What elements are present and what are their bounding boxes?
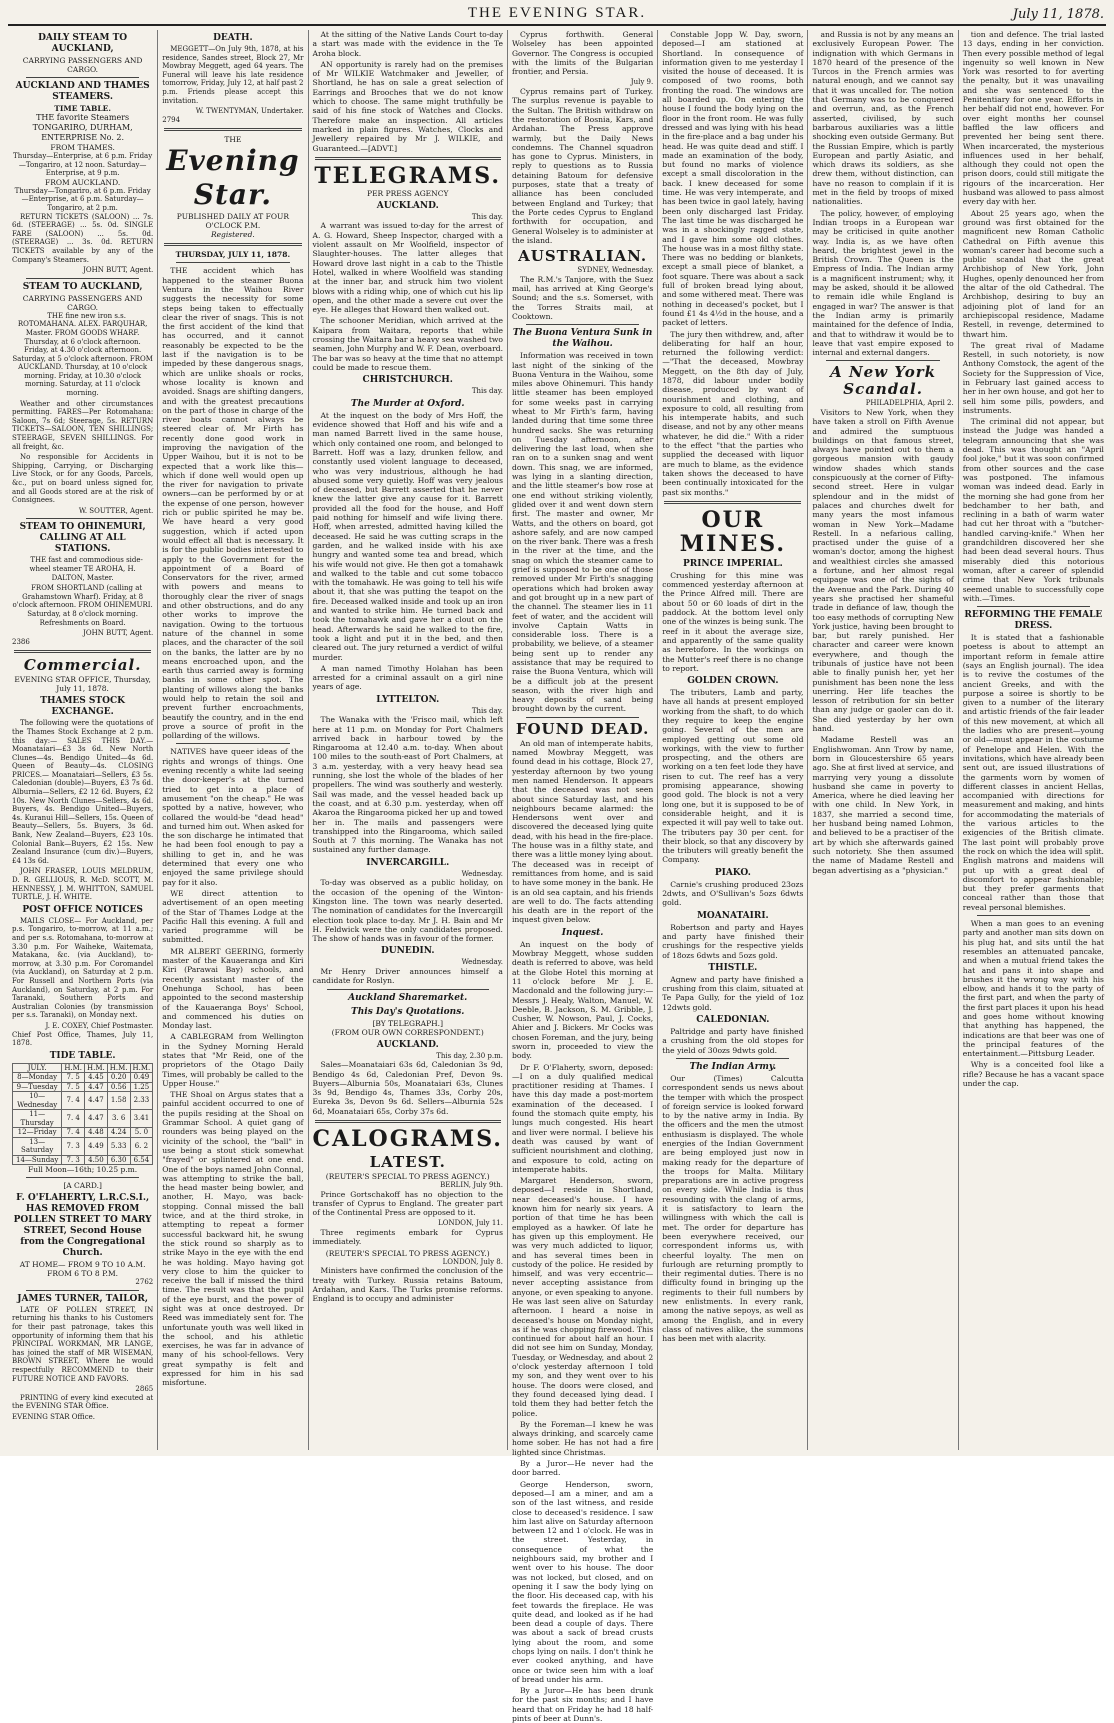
post-body: MAILS CLOSE— For Auckland, per p.s. Tongariro, to-morrow, at 11 a.m.; and per s.s. Rotomahana, to-morrow at 3.30 p.m. For Waiheke, Waitemata, Matakana, &c. (via Auckland), to-morrow, at 3.30 p.m. For Coromandel (via Auckland), on Saturday at 2 p.m. For Russell and Northern Ports (via Auckland), on Saturday, at 2 p.m. For Taranaki, Southern Ports and Australian Colonies (by transmission per s.s. Taranaki), on Monday next. [12,916,154,1020]
christchurch-heading: CHRISTCHURCH. [362,375,453,386]
tide-cell: 4.24 [107,1128,130,1138]
moana-heading: MOANATAIRI. [696,910,769,921]
roto-note: No responsible for Accidents in Shipping, Carrying, or Discharging Live Stock, or for any Goods, Parcels, &c., put on board unless signed for, and all Goods stored are at the risk of Consignees. [12,453,154,505]
army-cont-2: The policy, however, of employing Indian troops in a European war may be criticised in quite another way. India is, as we have often heard, the brightest jewel in the British Crown. The Queen is the Empress of India. The Indian army is a magnificent instrument; why, it may be asked, should it be allowed to remain idle while England is engaged in war? The answer is that the Indian army is primarily maintained for the defence of India, and that to withdraw it would be to leave that vast empire exposed to internal and external dangers. [812,208,954,358]
tide-row [13,1137,153,1155]
london-body-2: Ministers have confirmed the conclusion of the treaty with Turkey. Russia retains Batoum, Ardahan, and Kars. The Turks promise reforms. England is to occupy and administer [312,1266,503,1304]
from-auckland: FROM AUCKLAND. [45,177,121,187]
share-body: Sales—Moanataiari 63s 6d, Caledonian 3s 9d, Bendigo 4s 6d, Caledonian Pref, Devon 9s. Buyers—Alburnia 50s, Moanataiari 63s, Clunes 3s 9d, Bendigo 4s, Thames 33s, Corby 20s, Eureka 3s, Devon 9s 6d. Sellers—Alburnia 52s 6d, Moanataiari 65s, Corby 37s 6d. [312,1060,503,1116]
tide-cell: 7. 5 [62,1073,85,1083]
ad-number: 2794 [162,115,181,124]
aroha: THE fast and commodious side-wheel steamer TE AROHA, H. DALTON, Master. [29,556,143,582]
lyttelton-body: The Wanaka with the 'Frisco mail, which left here at 11 p.m. on Monday for Port Chalmers arrived back in harbour towed by the Ringarooma at 12.40 a.m. to-day. When about 100 miles to the south-east of Port Chalmers, at 3 a.m. yesterday, with a very heavy head sea running, she lost the whole of the blades of her propellers. The wind was southerly and westerly. Sail was made, and the vessel headed back up the coast, and at 6.30 p.m. yesterday, when off Akaroa the Ringarooma picked her up and towed her in. The mails and passengers were transhipped into the Ringarooma, which sailed South at 7 this morning. The Wanaka has not sustained any further damage. [312,715,503,855]
piako-heading: PIAKO. [714,867,751,878]
july9-date: July 9. [630,78,654,87]
editorial-1: THE accident which has happened to the steamer Buona Ventura in the Waihou River suggests the necessity for some steps being taken to effectually clear the river of snags. This is not the first accident of the kind that has occurred, and it cannot reasonably be expected to be the last if the navigation is to be impeded by these dangerous snags, which are unlike shoals or rocks, whose locality is known and avoided. Snags are shifting dangers, and with the greatest precautions on the part of those in charge of the river boats cannot always be steered clear of. Mr Firth has recently done good work in improving the navigation of the Upper Waihou, but it is not to be expected that a work like this—which if done well would open up the river for navigation to private owners—can be performed by or at the expense of one person, however rich or public spirited he may be. We have heard a very good suggestion, which if acted upon would effect all that is necessary. It is for the public bodies interested to apply to the Government for the appointment of a Board of Conservators for the river, armed with powers and means to thoroughly clear the river of snags and other obstructions, and do any other works to improve the navigation. Owing to the tortuous nature of the channel in some places, and the character of the soil on the banks, the latter are by no means encroached upon, and the earth thus carried away is forming banks in some other spot. The planting of willows along the banks would help to retain the soil and prevent further encroachments, beautify the country, and in the end prove a source of profit in the pollarding of the willows. [162,266,304,741]
this-day-4: This day, 2.30 p.m. [436,1051,503,1060]
undertaker: W. TWENTYMAN, Undertaker. [195,107,304,116]
thames-times: Thursday—Enterprise, at 6 p.m. Friday—Tongariro, at 12 noon. Saturday—Enterprise, at 9 p.m. [13,152,153,178]
tide-cell: 2.33 [130,1092,153,1110]
tide-cell: 7. 3 [62,1137,85,1155]
wednesday-2: Wednesday. [461,958,503,967]
by-telegraph: [BY TELEGRAPH.] [372,1018,443,1028]
aroha-times: FROM SHORTLAND (calling at Grahamstown Wharf). Friday, at 8 o'clock afternoon. FROM OHINEMURI. Saturday, at 8 o'clock morning. Refreshments on Board. [12,584,153,627]
murder-body: At the inquest on the body of Mrs Hoff, the evidence showed that Hoff and his wife and a man named Barrett lived in the same house, which only contained one room, and belonged to Barrett. Hoff was a lazy, drunken fellow, and constantly used violent language to deceased, who was very industrious, although he had abused some very quietly. Hoff was very jealous of deceased, but Barrett asserted that he never knew the latter give any cause for it. Barrett provided all the food for the house, and Hoff paid nothing for himself and wife living there. Hoff, when arrested, admitted having killed the deceased. He said he was cutting scraps in the garden, and he walked inside with his axe hungry and wanted some tea and bread, which his wife would not give. He then got a tomahawk and walked to the table and cut some tobacco with the tomahawk. He was going to tell his wife about it, that she was putting the teapot on the fire. Deceased walked inside and took up an iron and wanted to strike him. He turned back and took the tomahawk and gave her a clout on the head. Afterwards he said he walked to the fire, took a light and put it in the bed, and then cleared out. The jury returned a verdict of wilful murder. [312,410,503,662]
column-2 [158,30,308,1450]
auckland-heading: AUCKLAND. [376,200,439,211]
tide-cell: 11—Thursday [13,1110,62,1128]
inquest-body-2: Dr F. O'Flaherty, sworn, deposed:—I on a duly qualified medical practitioner residing at Thames. I have this day made a post-mortem examination of the deceased. I found the stomach quite empty, his lungs much congested. His heart and liver were normal. I believe his death was caused by want of sufficient nourishment and clothing, and exposure to cold, acting on intemperate habits. [511,1062,654,1174]
tide-cell: 6.54 [130,1155,153,1165]
caledonian-heading: CALEDONIAN. [696,1015,770,1026]
telegrams-heading: TELEGRAMS. [314,162,502,189]
scandal-date: PHILADELPHIA, April 2. [865,399,954,408]
tide-cell: 4.45 [85,1073,108,1083]
piako-body: Carnie's crushing produced 23ozs 2dwts, and O'Sullivan's 5ozs 6dwts gold. [662,879,804,908]
tide-cell: 1.25 [130,1082,153,1092]
berlin-body: Prince Gortschakoff has no objection to the transfer of Cyprus to England. The greater part of the Continental Press are opposed to it. [312,1189,503,1218]
tide-cell: 9—Tuesday [13,1082,62,1092]
card-label: [A CARD.] [63,1181,102,1191]
this-day-2: This day. [471,387,503,396]
agent3: JOHN BUTT, Agent. [83,629,154,638]
tide-cell: 3.41 [130,1110,153,1128]
invercargill-body: To-day was observed as a public holiday, on the occasion of the opening of the Winton-Kingston line. The town was nearly deserted. The nomination of candidates for the Invercargill election took place to-day. Mr J. H. Bain and Mr H. Feldwick were the only candidates proposed. The show of hands was in favour of the former. [312,878,503,944]
tide-header-cell: H.M. [62,1063,85,1073]
this-day-1: This day. [471,212,503,221]
tide-row [13,1128,153,1138]
fares: RETURN TICKETS (SALOON) ... 7s. 6d. (STEERAGE) ... 5s. 0d. SINGLE FARE (SALOON) ... 5s. 0d. (STEERAGE) ... 3s. 0d. RETURN TICKETS available by any of the Company's Steamers. [12,212,154,264]
scandal-cont-3: The great rival of Madame Restell, in such notoriety, is now Anthony Comstock, the agent of the Society for the Suppression of Vice, in February last gained access to her in her own house, and got her to sell him some pills, powders, and instruments. [962,340,1104,415]
tide-row [13,1155,153,1165]
army-cont-1: and Russia is not by any means an exclusively European Power. The indignation with which Germans in 1870 heard of the presence of the Turcos in the French armies was natural enough, and we cannot say that it was uncalled for. The notion that Germany was to be conquered and overrun, and, as the French asserted, civilised, by such barbarous auxiliaries was a little shocking even outside Germany. But the Russian Empire, which is partly European and partly Asiatic, and which draws its soldiers, as she drew them, without distinction, can have no reason to complain if it is met in the field by troops of mixed nationalities. [812,30,954,207]
postmaster: J. E. COXEY, Chief Postmaster. [45,1021,154,1030]
auckland-body: A warrant was issued to-day for the arrest of A. G. Howard, Sheep Inspector, charged with a violent assault on Mr Woolfield, inspector of Slaughter-houses. The latter alleges that Howard drove last night in a cab to the Thistle Hotel, walked in where Woolfield was standing at the inner bar, and struck him two violent blows with a riding whip, one of which cut his lip open, and the other made a severe cut over the eye. He alleges that Howard then walked out. [312,221,503,315]
lyttelton-heading: LYTTELTON. [376,694,440,705]
tide-cell: 4.47 [85,1092,108,1110]
editorial-2: NATIVES have queer ideas of the rights and wrongs of things. One evening recently a white lad seeing the door-keeper's at the turned tried to get into a place of amusement "on the cheap." He was spotted by a native, however, who collared the would-be "dead head" and turned him out. When asked for the son discharge he intimated that he had been fool enough to pay a shilling to get in, and he was determined that every one who enjoyed the same privilege should pay for it also. [162,747,304,887]
timetable-label: TIME TABLE. [54,104,111,113]
title-line: THE [224,135,242,145]
tide-cell: 1.58 [107,1092,130,1110]
column-1 [8,30,158,1450]
newspaper-title: Evening Star. [166,144,300,212]
masthead [8,4,1106,26]
inquest-body-6: George Henderson, sworn, deposed—I am a miner, and am a son of the last witness, and reside close to deceased's residence. I saw him last alive on Saturday afternoon between 12 and 1 o'clock. He was in the street. Yesterday, in consequence of what the neighbours said, my brother and I went over to his house. The door was not locked, but closed, and on opening it I saw the body lying on the floor. His deceased cap, with his feet towards the fireplace. He was quite dead, and looked as if he had been dead a couple of days. There was about a sack of bread crusts lying about the room, and some chops lying on nails. I don't think he ever cooked anything, and have once or twice seen him with a loaf of bread under his arm. [511,1479,654,1684]
imperial-body: Crushing for this mine was commenced yesterday afternoon at the Prince Alfred mill. There are about 50 or 60 loads of dirt in the paddock. At the bottom level only one of the winzes is being sunk. The reef in it about the average size, and apparently of the same quality as heretofore. In the workings on the Mutter's reef there is no change to report. [662,570,804,673]
ship2-title: AUCKLAND AND THAMES STEAMERS. [15,81,150,102]
masthead-date: July 11, 1878. [1012,7,1104,22]
tide-title: TIDE TABLE. [49,1050,116,1061]
column-7 [959,30,1108,1450]
tide-cell: 7. 4 [62,1092,85,1110]
army-title: The Indian Army. [689,1061,777,1072]
hat-anecdote: When a man goes to an evening party and another man sits down on his plug hat, and sits until the hat resembles an attenuated pancake, and when a mutual friend takes the hat and pans it into shape and brushes it the wrong way with his elbow, and hands it to the party of the first part, and when the party of the first part places it upon his head and goes home without knowing that anything has happened, the indications are that beer was one of the principal features of the entertainment.—Pittsburg Leader. [962,919,1104,1059]
rotomahana: THE fine new iron s.s. ROTOMAHANA. ALEX. FARQUHAR, Master. FROM GOODS WHARF. Thursday, at 6 o'clock afternoon. Friday, at 4.30 o'clock afternoon. Saturday, at 5 o'clock afternoon. FROM AUCKLAND. Thursday, at 10 o'clock morning. Friday, at 10.30 o'clock morning. Saturday, at 11 o'clock morning. [12,311,153,398]
masthead-title: THE EVENING STAR. [467,5,647,21]
australian-heading: AUSTRALIAN. [518,247,648,266]
editorial-3: WE direct attention to advertisement of an open meeting of the Star of Thames Lodge at the Pacific Hall this evening. A full and varied programme will be submitted. [162,888,304,945]
scandal-body: Visitors to New York, when they have taken a stroll on Fifth Avenue and admired the sumptuous buildings on that famous street, always have pointed out to them a gorgeous mansion with gaudy window shades which stands conspicuously at the corner of Fifty-second street. Here in vulgar splendour and in the midst of palaces and churches dwelt for many years the most infamous woman in New York—Madame Restell. In a nefarious calling, practised under the guise of a woman's doctor, among the highest and wealthiest circles she amassed a fortune, and her almost regal equipage was one of the sights of the Avenue and the Park. During 40 years she practised her shameful trade in defiance of law, though the too easy methods of corrupting New York justice, having been brought to bar, but rarely punished. Her character and career were known everywhere, and though the tribunals of justice have not been able to finally punish her, yet her punishment has been none the less unerring. Her life teaches the lesson of retribution for sin better than any judge or gaoler can do it. She died yesterday by her own hand. [812,407,954,734]
thistle-body: Agnew and party have finished a crushing from this claim, situated at Te Papa Gully, for the yield of 1oz 12dwts gold. [662,974,804,1012]
scandal-cont-1: tion and defence. The trial lasted 13 days, ending in her conviction. Then every possible method of legal ingenuity so well known in New York was resorted to for averting the penalty, but it was unavailing and she was sentenced to the Penitentiary for one year. Efforts in her behalf did not end, however. For over eight months her counsel baffled the law officers and prevented her being sent there. When incarcerated, the mysterious influences used in her behalf, although they could not open the prison doors, could still mitigate the rigours of the incarceration. Her husband was allowed to pass almost every day with her. [962,30,1104,207]
column-3 [309,30,508,1450]
inquest-body-5: By a Juror—He never had the door barred. [511,1459,654,1478]
agent1: JOHN BUTT, Agent. [83,266,154,275]
scandal-body-2: Madame Restell was an Englishwoman. Ann Trow by name, born in Gloucestershire 65 years ago. She at first lived at service, and marrying very young a dissolute husband she came in poverty to America, where he died leaving her with one child. In New York, in 1837, she married a second time, her husband being named Lohmon, and believed to be a practiser of the art by which she afterwards gained such notoriety. She then assumed the name of Madame Restell and began advertising as a "physician." [812,735,954,875]
reform-body: It is stated that a fashionable poetess is about to attempt an important reform in female attire (says an English journal). The idea is to revive the costumes of the ancient Greeks, and with the purpose a soiree is shortly to be given to a number of the literary and artistic friends of the fair leader of this new movement, at which all the ladies who are present—young or old—must appear in the costume of Penelope and Helen. With the invitations, which have already been sent out, are issued illustrations of the garments worn by women of different classes in ancient Hellas, accompanied with directions for measurement and making, and hints for accommodating the materials of the various articles to the exigencies of the British climate. The last point will probably prove the rock on which the idea will split. English matrons and maidens will put up with a great deal of discomfort to appear fashionable; but they prefer garments that conceal rather than those that reveal personal blemishes. [962,633,1104,912]
quotations-heading: This Day's Quotations. [351,1006,465,1017]
tide-cell: 0.49 [130,1073,153,1083]
this-day-3: This day. [471,706,503,715]
brokers: JOHN FRASER, LOUIS MELDRUM, D. R. GELLIOUS, R. McD. SCOTT, M. HENNESSY, J. M. WHITTON, SAMUEL TURTLE, J. H. WHITE. [12,867,154,902]
tide-cell: 14—Sunday [13,1155,62,1165]
thistle-heading: THISTLE. [708,962,758,973]
motto: Registered. [210,230,255,240]
reform-title: REFORMING THE FEMALE DRESS. [964,610,1103,632]
cyprus-2: Cyprus remains part of Turkey. The surplus revenue is payable to the Sultan. The British withdraw on the restoration of Bosnia, Kars, and Ardahan. The Press approve warmly, but the Daily News condemns. The Channel squadron has gone to Cyprus. Ministers, in reply to questions as to Russia detaining Batoum for defensive purposes, state that a treaty of alliance has been concluded between England and Turkey; that the Porte cedes Cyprus to England forthwith for occupation, and General Wolseley is to administer at the island. [511,87,654,245]
tide-cell: 4.47 [85,1110,108,1128]
auckland-body-2: The schooner Meridian, which arrived at the Kaipara from Waitara, reports that while crossing the Waitara bar a heavy sea washed two seamen, John Murphy and W. F. Dean, overboard. The bar was so heavy at the time that no attempt could be made to rescue them. [312,316,503,372]
reuter-1: (REUTER'S SPECIAL TO PRESS AGENCY.) [325,1171,490,1181]
murder-body-2: A man named Timothy Holahan has been arrested for a criminal assault on a girl nine years of age. [312,663,503,692]
editorial-5: A CABLEGRAM from Wellington in the Sydney Morning Herald states that "Mr Reid, one of the proprietors of the Otago Daily Times, will probably be called to the Upper House." [162,1032,304,1088]
tide-cell: 7. 4 [62,1110,85,1128]
footer: EVENING STAR Office. [12,1412,95,1421]
london-date-1: LONDON, July 11. [438,1219,503,1228]
inquest-title: Inquest. [561,927,604,938]
post-date: Chief Post Office, Thames, July 11, 1878. [12,1030,154,1048]
column-4 [508,30,658,1723]
own-correspondent: (FROM OUR OWN CORRESPONDENT.) [331,1027,484,1037]
printing-ad: PRINTING of every kind executed at the EVENING STAR Office. [12,1393,154,1411]
mines-heading: OUR MINES. [679,506,786,557]
murder-title: The Murder at Oxford. [350,398,465,409]
australian-body: The R.M.'s Tanjore, with the Suez mail, has arrived at King George's Sound; and the s.s. Somerset, with the Torres Straits mail, at Cooktown. [511,274,654,321]
tide-cell: 6. 2 [130,1137,153,1155]
tide-cell: 4.48 [85,1128,108,1138]
editorial-6: THE Shoal on Argus states that a painful accident occurred to one of the pupils residing at the Shoal on Grammar School. A quiet gang of rounders was being played on the vicinity of the school, the "ball" in use being a stout stick somewhat "frayed" or splintered at one end. One of the boys named John Connal, was attempting to strike the ball, the head master being bowler, and another, H. Mayo, was back-stopping. Connal missed the ball twice, and at the third stroke, in attempting to repeat a former successful backward hit, he swung the stick round so sharply as to strike Mayo in the eye with the end he was holding. Mayo having got very close to him the quicker to receive the ball if missed the third time. The result was that the pupil of the eye burst, and the power of sight was at once destroyed. Dr Reed was immediately sent for. The unfortunate youth was well liked in the school, and his athletic exercises, he was far in advance of many of his school-fellows. Very great sympathy is felt and expressed for him in his sad misfortune. [162,1090,304,1388]
berlin-date: BERLIN, July 9th. [440,1180,503,1189]
tide-header-cell: JULY. [13,1063,62,1073]
tide-cell: 7. 3 [62,1155,85,1165]
tide-cell: 12—Friday [13,1128,62,1138]
found-dead-body: An old man of intemperate habits, named Mowbray Meggett, was found dead in his cottage, Block 27, yesterday afternoon by two young men named Henderson. It appears that the deceased was not seen about since Saturday last, and his neighbours became alarmed: the Hendersons went over and discovered the deceased lying quite dead, with his head in the fire-place. The house was in a filthy state, and there was a little money lying about. The deceased was in receipt of remittances from home, and is said to have some money in the bank. He is an old sea captain, and his friends are well to do. The facts attending his death are in the report of the inquest given below. [511,738,654,925]
buona-title: The Buona Ventura Sunk in the Waihou. [512,328,653,350]
army-body: Our (Times) Calcutta correspondent sends us news about the temper with which the prospect of foreign service is looked forward to by the native army in India. By the officers and the men the utmost enthusiasm is displayed. The whole energies of the Indian Government are being employed just now in making ready for the departure of the troops for Malta. Military preparations are in active progress on every side. While India is thus resounding with the clang of arms, it is satisfactory to learn the willingness with which the call is met. The order for departure has been everywhere received, our correspondent informs us, with cheerful loyalty. The men on furlough are returning promptly to their regimental duties. There is no difficulty found in bringing up the regiments to their full numbers by new enlistments. In every rank, among the native sepoys, as well as among the English, and in every class of natives alike, the summons has been met with alacrity. [662,1073,804,1344]
death-title: DEATH. [213,33,253,43]
tide-cell: 4.47 [85,1082,108,1092]
tide-cell: 7. 4 [62,1128,85,1138]
ad-number-2: 2762 [135,1278,154,1287]
tide-cell: 3. 6 [107,1110,130,1128]
press-agency: PER PRESS AGENCY [367,188,449,198]
ship1-sub: CARRYING PASSENGERS AND CARGO. [22,56,143,74]
post-title: POST OFFICE NOTICES [22,904,143,915]
wednesday-1: Wednesday. [461,869,503,878]
moana-body: Robertson and party and Hayes and party have finished their crushings for the respective yields of 18ozs 6dwts and 5ozs gold. [662,922,804,960]
tide-cell: 13—Saturday [13,1137,62,1155]
editorial-4: MR ALBERT GEERING, formerly master of the Kauaeranga and Kiri Kiri (Parawai Bay) schools, and recently assistant master of the Onehunga School, has been appointed to the second mastership of the Kauaeranga Boys' School, and commenced his duties on Monday last. [162,946,304,1031]
scandal-title: A New York Scandal. [830,363,937,399]
tide-cell: 4.49 [85,1137,108,1155]
verdict: The jury then withdrew, and, after deliberating for half an hour, returned the following verdict:—"That the deceased, Mowbray Meggett, on the 8th day of July, 1878, did labour under bodily disease, produced by want of nourishment and clothing, and exposure to cold, all resulting from his intemperate habits, and such disease, and not by any other means whatever, he did die." With a rider to the effect "that the parties who supplied the deceased with liquor are much to blame, as the evidence taken shows the deceased to have been continually intoxicated for the past six months." [662,329,804,497]
exchange-body: The following were the quotations of the Thames Stock Exchange at 2 p.m. this day:— SALES THIS DAY.— Moanataiari—£3 3s 6d. New North Clunes—4s. Bendigo United—4s 6d. Queen of Beauty—4s. CLOSING PRICES.— Moanataiari—Sellers, £3 5s. Caledonian (double)—Buyers, £3 7s 6d. Alburnia—Sellers, £2 12 6d. Buyers, £2 10s. New North Clunes—Sellers, 4s 6d. Buyers, 4s. Bendigo United—Buyers, 4s. Kuranui Hill—Sellers, 15s. Queen of Beauty—Sellers, 5s. Buyers, 3s 6d. Bank, New Zealand—Buyers, £23 10s. Colonial Bank—Buyers, £2 15s. New Zealand Insurance (cum div.)—Buyers, £4 13s 6d. [12,719,154,865]
tide-row [13,1110,153,1128]
column-6 [808,30,958,1450]
ship1-title: DAILY STEAM TO AUCKLAND, [38,33,128,54]
ad-number-1: 2386 [12,637,30,646]
at-home: AT HOME— FROM 9 TO 10 A.M. FROM 6 TO 8 P.M. [19,1260,146,1279]
ad-number-3: 2865 [135,1385,154,1394]
ship4-title: STEAM TO OHINEMURI, CALLING AT ALL STATIONS. [19,522,146,555]
scandal-cont-2: About 25 years ago, when the ground was first obtained for the magnificent new Roman Catholic Cathedral on Fifth avenue this woman's career had become such a public scandal that the great Archbishop of New York, John Hughes, openly denounced her from the altar of the old Cathedral. The Archbishop, desiring to buy an adjoining plot of land for an archiepiscopal residence, Madame Restell, in revenge, determined to thwart him. [962,208,1104,339]
cyprus-1: Cyprus forthwith. General Wolseley has been appointed Governor. The Congress is occupied with the limits of the Bulgarian frontier, and Persia. [511,30,654,77]
sydney-date: SYDNEY, Wednesday. [577,266,654,275]
tide-cell: 0.56 [107,1082,130,1092]
reuter-2: (REUTER'S SPECIAL TO PRESS AGENCY.) [325,1248,490,1258]
tide-row [13,1073,153,1083]
scandal-cont-4: The criminal did not appear, but instead the Judge was handed a telegram announcing that she was dead. This was thought an "April fool joke," but it was soon confirmed from other sources and the case was postponed. The infamous woman was indeed dead. Early in the morning she had gone from her bedchamber to her bath, and reclining in a bath of warm water had cut her throat with a "butcher-handled carving-knife." When her grandchildren discovered her she had been dead several hours. Thus miserably died this notorious woman, after a career of splendid crime that New York tribunals seemed unable to successfully cope with.—Times. [962,417,1104,603]
death-body: MEGGETT—On July 9th, 1878, at his residence, Sandes street, Block 27, Mr Mowbray Meggett, aged 64 years. The Funeral will leave his late residence tomorrow, Friday, July 12, at half past 2 p.m. Friends please accept this invitation. [162,45,304,105]
native-lands: At the sitting of the Native Lands Court to-day a start was made with the evidence in the Te Aroha block. [312,30,503,58]
london-body-1: Three regiments embark for Cyprus immediately. [312,1228,503,1247]
columns [8,30,1108,1723]
turner-title: JAMES TURNER, TAILOR, [17,1293,148,1304]
inquest-body: An inquest on the body of Mowbray Meggett, whose sudden death is referred to above, was held at the Globe Hotel this morning at 11 o'clock before Mr J. E. Macdonald and the following jury:—Messrs J. Healy, Walton, Manuel, W. Deeble, B. Jackson, S. M. Gribble, J. Cusher, W. Nowson, Paul, J. Cocks, Ahier and J. Bickers. Mr Cocks was chosen Foreman, and the jury, being sworn in, proceeded to view the body. [511,939,654,1061]
from-thames: FROM THAMES. [50,143,115,152]
caledonian-body: Paltridge and party have finished a crushing from the old stopes for the yield of 30ozs 9dwts gold. [662,1027,804,1055]
tide-row [13,1092,153,1110]
london-date-2: LONDON, July 8. [442,1257,503,1266]
tide-header-cell: H.M. [85,1063,108,1073]
dunedin-heading: DUNEDIN. [380,946,435,957]
tide-header-cell: H.M. [107,1063,130,1073]
latest-heading: LATEST. [369,1152,446,1171]
tide-cell: 0.20 [107,1073,130,1083]
auckland-times: Thursday—Tongariro, at 6 p.m. Friday—Enterprise, at 6 p.m. Saturday—Tongariro, at 2 p.m. [14,186,151,212]
calograms-heading: CALOGRAMS. [312,1125,503,1152]
tide-cell: 7. 5 [62,1082,85,1092]
inquest-body-7: By a Juror—He has been drunk for the past six months; and I have heard that on Friday he had 18 half-pints of beer at Dunn's. [511,1686,654,1723]
crown-heading: GOLDEN CROWN. [687,676,779,687]
sharemarket-heading: Auckland Sharemarket. [348,992,468,1003]
commercial-sub: EVENING STAR OFFICE, Thursday, July 11, 1878. [14,675,151,694]
crown-body: The tributers, Lamb and party, have all hands at present employed working from the shaft, to do which they require to keep the engine going. Several of the men are employed getting out some old workings, with the view to further prospecting, and the others are working on a ten feet lode they have risen to cut. The reef has a very promising appearance, showing good gold. The block is not a very long one, but it is supposed to be of considerable height, and it is expected it will pay well to take out. The tributers pay 30 per cent. for their block, so that any discovery by the tributers will greatly benefit the Company. [662,688,804,865]
dunedin-body: Mr Henry Driver announces himself a candidate for Roslyn. [312,967,503,986]
tide-row [13,1082,153,1092]
exchange-title: THAMES STOCK EXCHANGE. [40,696,125,718]
inquest-body-4: By the Foreman—I knew he was always drinking, and scarcely came home sober. He has not had a fire lighted since Christmas. [511,1419,654,1457]
constable-evidence: Constable Jopp W. Day, sworn, deposed—I am stationed at Shortland. In consequence of information given to me yesterday I visited the house of deceased. It is composed of two rooms, both fronting the road. The windows are all boarded up. On entering the house I found the body lying on the floor in the front room. He was fully dressed and was lying with his head in the fire-place and a bag under his head. He was quite dead and stiff. I made an examination of the body, but found no marks of violence except a small discoloration in the back. I knew deceased for some time. He was very intemperate, and has been twice in gaol lately, having been only discharged last Friday. The last time he was discharged he was in a shockingly ragged state, and I gave him some old clothes. The house was in a most filthy state. There was no bedding or blankets, except a small piece of blanket, a foot square. There was about a sack full of broken bread lying about, and some withered meat. There was nothing in deceased's pocket, but I found £1 4s 4½d in the house, and a packet of letters. [662,30,804,328]
column-5 [658,30,808,1450]
oflaherty: F. O'FLAHERTY, L.R.C.S.I., HAS REMOVED FROM POLLEN STREET TO MARY STREET, Second House from the Congregational Church. [13,1193,152,1259]
buona-body: Information was received in town last night of the sinking of the Buona Ventura in the Waihou, some miles above Ohinemuri. This handy little steamer has been employed for some weeks past in carrying wheat to Mr Firth's farm, having landed during that time some three hundred sacks. She was returning on Tuesday afternoon, after delivering the last load, when she ran on to a sunken snag and went down. This snag, we are informed, was lying in a slanting direction, and the little steamer's bow rose at one end without striking violently, glided over it and went down stern first. The master and owner, Mr Watts, and the others on board, got ashore safely, and are now camped on the river bank. There was a fresh in the river at the time, and the snag on which the steamer came to grief is supposed to be one of those removed under Mr Firth's snagging operations which had broken away and got brought up in a new part of the channel. The steamer lies in 11 feet of water, and the accident will involve Captain Watts in considerable loss. There is a probability, we believe, of a steamer being sent up to render any assistance that may be required to raise the Buona Ventura, which will be a difficult job at the present season, with the river high and heavy deposits of sand being brought down by the current. [511,351,654,714]
inquest-body-3: Margaret Henderson, sworn, deposed—I reside in Shortland, near deceased's house. I have known him for nearly six years. A portion of that time he has been employed as a hawker. Of late he has given up this employment. He was very much addicted to liquor, and has several times been in custody of the police. He resided by himself, and was very eccentric—never accepting assistance from anyone, or even speaking to anyone. He was last seen alive on Saturday afternoon. I heard a noise in deceased's house on Monday night, as if he was chopping firewood. This continued for about half an hour. I did not see him on Sunday, Monday, Tuesday, or Wednesday, and about 2 o'clock yesterday afternoon I told my son, and they went over to his house. The doors were closed, and they found deceased lying dead. I told them they had better fetch the police. [511,1176,654,1418]
tide-cell: 6.30 [107,1155,130,1165]
tide-header-cell: H.M. [130,1063,153,1073]
agent2: W. SOUTTER, Agent. [78,506,154,515]
found-dead-title: FOUND DEAD. [515,719,650,738]
ship3-title: STEAM TO AUCKLAND, [22,281,143,292]
tide-cell: 5.33 [107,1137,130,1155]
tide-cell: 8—Monday [13,1073,62,1083]
imperial-heading: PRINCE IMPERIAL. [682,558,783,569]
ship3-sub: CARRYING PASSENGERS AND CARGO. [22,293,143,312]
wilkie-advt: AN opportunity is rarely had on the premises of Mr WILKIE Watchmaker and Jeweller, of Shortland, he has on sale a great selection of Earrings and Brooches that we do not know which to choose. The same might truthfully be said of his fine stock of Watches and Clocks. Therefore make an inspection. All articles marked in plain figures. Watches, Clocks and Jewellery repaired by Mr J. WILKIE, and Guaranteed.—[ADVT.] [312,59,503,153]
tide-table [12,1063,153,1166]
roto-fares: Weather and other circumstances permitting. FARES—Per Rotomahana: Saloon, 7s 6d; Steerage, 5s. RETURN TICKETS—SALOON, TEN SHILLINGS; STEERAGE, SEVEN SHILLINGS. For all freight, &c. [12,399,154,451]
turner-body: LATE OF POLLEN STREET, IN returning his thanks to his Customers for their past patronage, takes this opportunity of informing them that his PRINCIPAL WORKMAN, MR LANGE, has joined the staff of MR WISEMAN, BROWN STREET, Where he would respectfully RECOMMEND to their FUTURE NOTICE AND FAVORS. [12,1305,154,1383]
tide-cell: 4.50 [85,1155,108,1165]
issue-date: THURSDAY, JULY 11, 1878. [175,250,291,260]
title-sub: PUBLISHED DAILY AT FOUR O'CLOCK P.M. [176,212,289,231]
ships-intro: THE favorite Steamers TONGARIRO, DURHAM, ENTERPRISE No. 2. [32,113,133,142]
commercial-heading: Commercial. [23,656,142,675]
tide-foot: Full Moon—16th; 10.25 p.m. [28,1165,138,1175]
tide-cell: 10—Wednesday [13,1092,62,1110]
auckland-heading-2: AUCKLAND. [376,1039,439,1050]
rifle-joke: Why is a conceited fool like a rifle? Because he has a vacant space under the cap. [962,1060,1104,1089]
tide-cell: 5. 0 [130,1128,153,1138]
invercargill-heading: INVERCARGILL. [366,857,450,868]
